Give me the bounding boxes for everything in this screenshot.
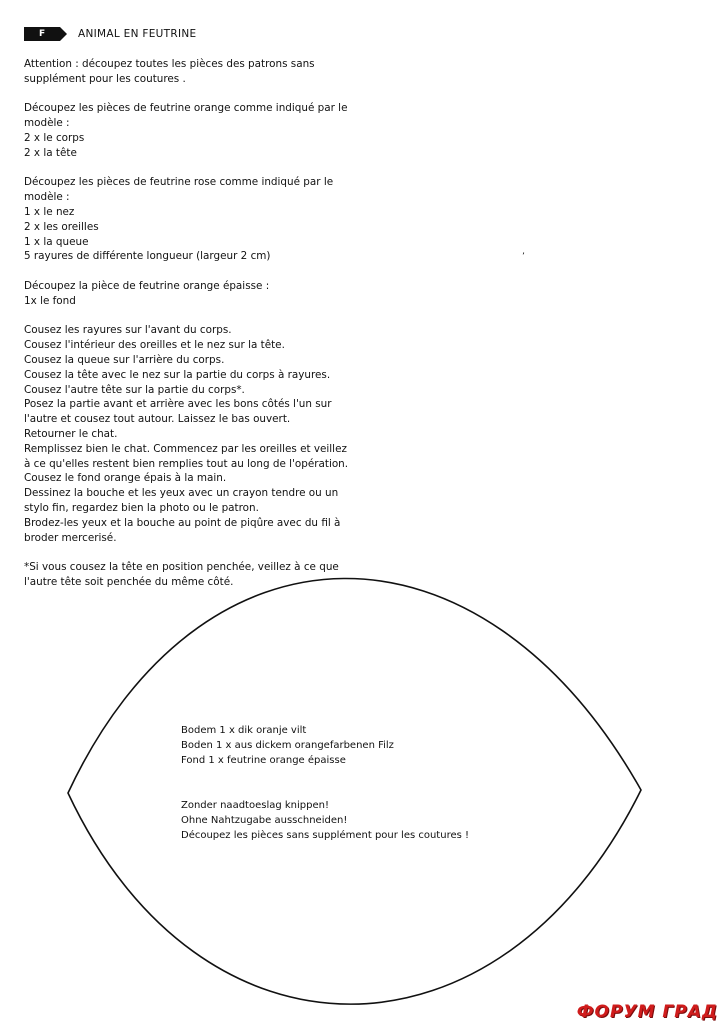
instruction-line: Découpez les pièces de feutrine orange comme indiqué par le	[24, 102, 348, 115]
pattern-piece-info	[181, 723, 469, 768]
instruction-line: broder mercerisé.	[24, 531, 117, 544]
instruction-line: 1 x le nez	[24, 205, 75, 218]
pattern-piece-line: Bodem 1 x dik oranje vilt	[181, 725, 307, 736]
instruction-line: Cousez l'autre tête sur la partie du corps*.	[24, 383, 245, 396]
instruction-line: l'autre et cousez tout autour. Laissez le bas ouvert.	[24, 413, 291, 426]
stray-mark: ’	[522, 252, 525, 262]
instruction-line: 1 x la queue	[24, 235, 89, 248]
pattern-note-line: Zonder naadtoeslag knippen!	[181, 800, 329, 811]
pattern-note-line: Découpez les pièces sans supplément pour les coutures !	[181, 830, 470, 841]
instruction-line: 2 x le corps	[24, 131, 85, 144]
instruction-line: 5 rayures de différente longueur (largeur 2 cm)	[24, 250, 271, 263]
instruction-line: Cousez la queue sur l'arrière du corps.	[24, 353, 225, 366]
instruction-line: Attention : découpez toutes les pièces des patrons sans	[24, 58, 315, 70]
instruction-line: 2 x les oreilles	[24, 220, 99, 233]
instruction-line: Découpez la pièce de feutrine orange épaisse :	[24, 279, 270, 292]
instruction-line: Cousez l'intérieur des oreilles et le nez sur la tête.	[24, 339, 285, 352]
instruction-line: modèle :	[24, 117, 70, 130]
instruction-line: supplément pour les coutures .	[24, 72, 186, 85]
instruction-line: Brodez-les yeux et la bouche au point de piqûre avec du fil à	[24, 516, 341, 529]
instruction-line: *Si vous cousez la tête en position penchée, veillez à ce que	[24, 561, 339, 574]
instruction-line: Cousez la tête avec le nez sur la partie du corps à rayures.	[24, 368, 331, 381]
instruction-line: stylo fin, regardez bien la photo ou le patron.	[24, 501, 259, 514]
pattern-note-line: Ohne Nahtzugabe ausschneiden!	[181, 815, 348, 826]
pattern-labels	[181, 723, 469, 843]
instruction-line: à ce qu'elles restent bien remplies tout au long de l'opération.	[24, 457, 349, 470]
pattern-seam-note	[181, 798, 469, 843]
instruction-line: Cousez le fond orange épais à la main.	[24, 472, 227, 485]
forum-watermark: ФОРУМ ГРАД	[576, 1002, 718, 1022]
pattern-piece-line: Fond 1 x feutrine orange épaisse	[181, 755, 346, 766]
instruction-line: Retourner le chat.	[24, 427, 118, 440]
instruction-line: Dessinez la bouche et les yeux avec un crayon tendre ou un	[24, 487, 339, 500]
instruction-line: Remplissez bien le chat. Commencez par les oreilles et veillez	[24, 442, 347, 455]
pattern-piece-line: Boden 1 x aus dickem orangefarbenen Filz	[181, 740, 394, 751]
instruction-line: Cousez les rayures sur l'avant du corps.	[24, 324, 232, 337]
instruction-line: Posez la partie avant et arrière avec les bons côtés l'un sur	[24, 398, 332, 411]
instruction-line: modèle :	[24, 191, 70, 204]
page-title: ANIMAL EN FEUTRINE	[78, 28, 197, 40]
instruction-line: Découpez les pièces de feutrine rose comme indiqué par le	[24, 176, 334, 189]
instruction-line: 2 x la tête	[24, 146, 77, 159]
instruction-line: l'autre tête soit penchée du même côté.	[24, 575, 234, 588]
section-badge-letter: F	[39, 29, 46, 39]
instruction-line: 1x le fond	[24, 294, 76, 307]
